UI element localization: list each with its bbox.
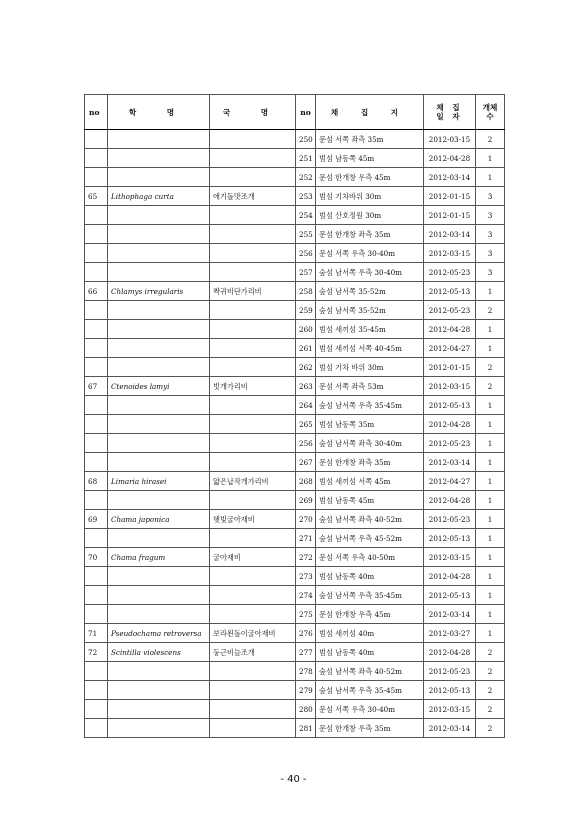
cell-species-no bbox=[85, 149, 108, 168]
cell-scientific-name bbox=[108, 149, 210, 168]
table-row bbox=[85, 225, 505, 244]
page-number: - 40 - bbox=[280, 774, 307, 785]
cell-korean-name bbox=[210, 149, 296, 168]
cell-record-no: 252 bbox=[296, 168, 316, 187]
cell-scientific-name: Chama fragum bbox=[108, 548, 210, 567]
cell-species-no bbox=[85, 339, 108, 358]
table-row bbox=[85, 149, 505, 168]
cell-scientific-name: Pseudochama retroversa bbox=[108, 624, 210, 643]
cell-scientific-name bbox=[108, 415, 210, 434]
cell-collection-site: 숲섬 남서쪽 우측 35-45m bbox=[316, 586, 424, 605]
cell-species-no bbox=[85, 358, 108, 377]
header-korean-name: 국 명 bbox=[210, 95, 296, 130]
cell-scientific-name bbox=[108, 320, 210, 339]
cell-collection-site: 범섬 남동쪽 40m bbox=[316, 567, 424, 586]
cell-record-no: 263 bbox=[296, 377, 316, 396]
cell-species-no bbox=[85, 263, 108, 282]
cell-scientific-name bbox=[108, 700, 210, 719]
cell-specimen-count: 1 bbox=[476, 396, 505, 415]
table-row bbox=[85, 206, 505, 225]
cell-record-no: 280 bbox=[296, 700, 316, 719]
cell-korean-name bbox=[210, 206, 296, 225]
cell-scientific-name bbox=[108, 491, 210, 510]
cell-scientific-name bbox=[108, 567, 210, 586]
cell-species-no bbox=[85, 434, 108, 453]
cell-korean-name bbox=[210, 168, 296, 187]
cell-korean-name bbox=[210, 453, 296, 472]
cell-korean-name bbox=[210, 567, 296, 586]
cell-specimen-count: 3 bbox=[476, 187, 505, 206]
table-row bbox=[85, 453, 505, 472]
table-row bbox=[85, 472, 505, 491]
cell-specimen-count: 2 bbox=[476, 643, 505, 662]
table-row bbox=[85, 491, 505, 510]
cell-species-no: 70 bbox=[85, 548, 108, 567]
table-row bbox=[85, 396, 505, 415]
cell-species-no bbox=[85, 396, 108, 415]
table-row bbox=[85, 510, 505, 529]
cell-specimen-count: 3 bbox=[476, 244, 505, 263]
table-row bbox=[85, 168, 505, 187]
cell-specimen-count: 2 bbox=[476, 130, 505, 149]
cell-collection-site: 문섬 서쪽 좌측 35m bbox=[316, 130, 424, 149]
header-specimen-count: 개체 수 bbox=[476, 95, 505, 130]
cell-species-no bbox=[85, 586, 108, 605]
cell-korean-name: 애기돌맛조개 bbox=[210, 187, 296, 206]
cell-species-no bbox=[85, 453, 108, 472]
table-row bbox=[85, 548, 505, 567]
header-collection-date: 채 집 일 자 bbox=[424, 95, 476, 130]
table-row bbox=[85, 624, 505, 643]
cell-record-no: 278 bbox=[296, 662, 316, 681]
cell-collection-site: 범섬 새끼섬 서쪽 45m bbox=[316, 472, 424, 491]
table-row bbox=[85, 567, 505, 586]
cell-record-no: 274 bbox=[296, 586, 316, 605]
cell-species-no: 69 bbox=[85, 510, 108, 529]
cell-korean-name: 둥근비늘조개 bbox=[210, 643, 296, 662]
table-row bbox=[85, 719, 505, 738]
table-row bbox=[85, 605, 505, 624]
cell-collection-site: 범섬 새끼섬 서쪽 40-45m bbox=[316, 339, 424, 358]
cell-collection-date: 2012-03-15 bbox=[424, 377, 476, 396]
cell-collection-site: 문섬 서쪽 우측 30-40m bbox=[316, 244, 424, 263]
cell-scientific-name bbox=[108, 681, 210, 700]
cell-scientific-name bbox=[108, 225, 210, 244]
cell-collection-site: 숲섬 남서쪽 우측 45-52m bbox=[316, 529, 424, 548]
cell-species-no bbox=[85, 719, 108, 738]
cell-collection-site: 문섬 서쪽 좌측 53m bbox=[316, 377, 424, 396]
table-row bbox=[85, 662, 505, 681]
cell-korean-name bbox=[210, 358, 296, 377]
cell-korean-name: 굴아재비 bbox=[210, 548, 296, 567]
cell-record-no: 265 bbox=[296, 415, 316, 434]
cell-specimen-count: 1 bbox=[476, 415, 505, 434]
cell-collection-date: 2012-03-14 bbox=[424, 453, 476, 472]
cell-specimen-count: 3 bbox=[476, 263, 505, 282]
table-row bbox=[85, 339, 505, 358]
cell-collection-date: 2012-05-13 bbox=[424, 586, 476, 605]
cell-specimen-count: 1 bbox=[476, 567, 505, 586]
cell-collection-date: 2012-05-23 bbox=[424, 662, 476, 681]
cell-collection-date: 2012-05-13 bbox=[424, 396, 476, 415]
cell-korean-name bbox=[210, 529, 296, 548]
cell-species-no bbox=[85, 320, 108, 339]
cell-species-no bbox=[85, 130, 108, 149]
table-row bbox=[85, 301, 505, 320]
cell-korean-name bbox=[210, 320, 296, 339]
cell-collection-site: 문섬 한개창 우측 35m bbox=[316, 719, 424, 738]
header-row bbox=[85, 95, 505, 130]
cell-collection-date: 2012-03-14 bbox=[424, 719, 476, 738]
table-row bbox=[85, 700, 505, 719]
cell-scientific-name bbox=[108, 434, 210, 453]
cell-record-no: 273 bbox=[296, 567, 316, 586]
table-header bbox=[85, 95, 505, 130]
cell-collection-site: 범섬 남동쪽 40m bbox=[316, 643, 424, 662]
cell-scientific-name: Lithophaga curta bbox=[108, 187, 210, 206]
cell-specimen-count: 3 bbox=[476, 225, 505, 244]
cell-collection-date: 2012-04-28 bbox=[424, 415, 476, 434]
cell-collection-date: 2012-03-15 bbox=[424, 130, 476, 149]
cell-specimen-count: 2 bbox=[476, 358, 505, 377]
header-no: no bbox=[85, 95, 108, 130]
cell-collection-date: 2012-05-23 bbox=[424, 263, 476, 282]
cell-species-no bbox=[85, 206, 108, 225]
cell-collection-date: 2012-03-15 bbox=[424, 548, 476, 567]
cell-specimen-count: 1 bbox=[476, 149, 505, 168]
cell-record-no: 264 bbox=[296, 396, 316, 415]
table-row bbox=[85, 681, 505, 700]
cell-specimen-count: 1 bbox=[476, 472, 505, 491]
cell-scientific-name bbox=[108, 263, 210, 282]
cell-collection-site: 문섬 서쪽 우측 40-50m bbox=[316, 548, 424, 567]
cell-specimen-count: 1 bbox=[476, 453, 505, 472]
cell-collection-site: 범섬 기차바위 30m bbox=[316, 187, 424, 206]
cell-collection-site: 범섬 남동쪽 35m bbox=[316, 415, 424, 434]
cell-collection-site: 범섬 남동쪽 45m bbox=[316, 149, 424, 168]
table-row bbox=[85, 282, 505, 301]
cell-species-no bbox=[85, 700, 108, 719]
cell-scientific-name bbox=[108, 529, 210, 548]
cell-scientific-name bbox=[108, 130, 210, 149]
header-collection-site: 채 집 지 bbox=[316, 95, 424, 130]
cell-korean-name bbox=[210, 130, 296, 149]
cell-specimen-count: 1 bbox=[476, 491, 505, 510]
cell-korean-name bbox=[210, 263, 296, 282]
cell-korean-name: 빗개가리비 bbox=[210, 377, 296, 396]
cell-korean-name bbox=[210, 301, 296, 320]
cell-species-no: 72 bbox=[85, 643, 108, 662]
cell-korean-name: 얇은납작개가리비 bbox=[210, 472, 296, 491]
cell-korean-name bbox=[210, 244, 296, 263]
cell-record-no: 267 bbox=[296, 453, 316, 472]
cell-korean-name bbox=[210, 434, 296, 453]
cell-collection-site: 숲섬 남서쪽 좌측 30-40m bbox=[316, 434, 424, 453]
cell-specimen-count: 1 bbox=[476, 339, 505, 358]
cell-collection-site: 문섬 한개창 우측 45m bbox=[316, 168, 424, 187]
cell-record-no: 279 bbox=[296, 681, 316, 700]
cell-scientific-name: Ctenoides lamyi bbox=[108, 377, 210, 396]
table-body bbox=[85, 130, 505, 738]
cell-specimen-count: 1 bbox=[476, 168, 505, 187]
cell-collection-site: 범섬 기차 바위 30m bbox=[316, 358, 424, 377]
cell-species-no: 65 bbox=[85, 187, 108, 206]
cell-species-no: 67 bbox=[85, 377, 108, 396]
cell-collection-site: 범섬 산호정원 30m bbox=[316, 206, 424, 225]
cell-specimen-count: 1 bbox=[476, 320, 505, 339]
cell-scientific-name: Scintilla violescens bbox=[108, 643, 210, 662]
cell-species-no: 68 bbox=[85, 472, 108, 491]
table-row bbox=[85, 586, 505, 605]
table-row bbox=[85, 643, 505, 662]
cell-record-no: 277 bbox=[296, 643, 316, 662]
specimen-table bbox=[84, 94, 505, 738]
cell-scientific-name bbox=[108, 339, 210, 358]
cell-collection-date: 2012-05-23 bbox=[424, 434, 476, 453]
cell-collection-date: 2012-01-15 bbox=[424, 358, 476, 377]
cell-collection-date: 2012-04-28 bbox=[424, 149, 476, 168]
cell-korean-name bbox=[210, 719, 296, 738]
cell-species-no bbox=[85, 529, 108, 548]
cell-specimen-count: 2 bbox=[476, 681, 505, 700]
table-row bbox=[85, 529, 505, 548]
cell-korean-name bbox=[210, 225, 296, 244]
cell-korean-name bbox=[210, 681, 296, 700]
cell-collection-date: 2012-04-28 bbox=[424, 320, 476, 339]
cell-scientific-name: Limaria hirasei bbox=[108, 472, 210, 491]
cell-record-no: 271 bbox=[296, 529, 316, 548]
cell-korean-name bbox=[210, 662, 296, 681]
cell-record-no: 260 bbox=[296, 320, 316, 339]
table-row bbox=[85, 377, 505, 396]
cell-collection-site: 범섬 새끼섬 35-45m bbox=[316, 320, 424, 339]
cell-collection-date: 2012-04-28 bbox=[424, 567, 476, 586]
table-row bbox=[85, 244, 505, 263]
cell-specimen-count: 1 bbox=[476, 586, 505, 605]
table-row bbox=[85, 358, 505, 377]
cell-record-no: 255 bbox=[296, 225, 316, 244]
cell-scientific-name bbox=[108, 244, 210, 263]
cell-scientific-name bbox=[108, 605, 210, 624]
cell-specimen-count: 1 bbox=[476, 510, 505, 529]
cell-scientific-name bbox=[108, 301, 210, 320]
cell-record-no: 281 bbox=[296, 719, 316, 738]
cell-species-no bbox=[85, 491, 108, 510]
cell-collection-date: 2012-04-27 bbox=[424, 339, 476, 358]
cell-specimen-count: 2 bbox=[476, 719, 505, 738]
cell-species-no bbox=[85, 567, 108, 586]
cell-record-no: 261 bbox=[296, 339, 316, 358]
cell-collection-date: 2012-01-15 bbox=[424, 206, 476, 225]
cell-korean-name bbox=[210, 491, 296, 510]
cell-record-no: 276 bbox=[296, 624, 316, 643]
cell-record-no: 257 bbox=[296, 263, 316, 282]
cell-collection-date: 2012-01-15 bbox=[424, 187, 476, 206]
cell-species-no: 66 bbox=[85, 282, 108, 301]
cell-species-no bbox=[85, 662, 108, 681]
cell-scientific-name bbox=[108, 586, 210, 605]
cell-record-no: 275 bbox=[296, 605, 316, 624]
cell-specimen-count: 2 bbox=[476, 700, 505, 719]
cell-collection-date: 2012-04-28 bbox=[424, 643, 476, 662]
cell-record-no: 254 bbox=[296, 206, 316, 225]
cell-record-no: 250 bbox=[296, 130, 316, 149]
cell-collection-date: 2012-03-15 bbox=[424, 244, 476, 263]
cell-record-no: 270 bbox=[296, 510, 316, 529]
cell-record-no: 269 bbox=[296, 491, 316, 510]
cell-specimen-count: 1 bbox=[476, 282, 505, 301]
cell-specimen-count: 3 bbox=[476, 206, 505, 225]
cell-collection-site: 문섬 한개창 좌측 35m bbox=[316, 453, 424, 472]
cell-collection-date: 2012-03-14 bbox=[424, 168, 476, 187]
cell-record-no: 256 bbox=[296, 244, 316, 263]
cell-species-no bbox=[85, 301, 108, 320]
cell-korean-name bbox=[210, 605, 296, 624]
cell-korean-name bbox=[210, 700, 296, 719]
cell-collection-date: 2012-05-13 bbox=[424, 529, 476, 548]
cell-korean-name: 보라왼돌이굴아재비 bbox=[210, 624, 296, 643]
cell-collection-date: 2012-03-14 bbox=[424, 225, 476, 244]
cell-korean-name bbox=[210, 586, 296, 605]
cell-species-no bbox=[85, 168, 108, 187]
cell-scientific-name bbox=[108, 168, 210, 187]
cell-scientific-name bbox=[108, 453, 210, 472]
cell-korean-name bbox=[210, 396, 296, 415]
cell-collection-site: 숲섬 남서쪽 35-52m bbox=[316, 301, 424, 320]
cell-collection-site: 숲섬 남서쪽 좌측 40-52m bbox=[316, 662, 424, 681]
cell-record-no: 258 bbox=[296, 282, 316, 301]
cell-collection-site: 범섬 새끼섬 40m bbox=[316, 624, 424, 643]
table-row bbox=[85, 434, 505, 453]
cell-scientific-name: Chlamys irregularis bbox=[108, 282, 210, 301]
cell-scientific-name: Chama japonica bbox=[108, 510, 210, 529]
table-row bbox=[85, 130, 505, 149]
cell-record-no: 256 bbox=[296, 434, 316, 453]
cell-collection-site: 범섬 남동쪽 45m bbox=[316, 491, 424, 510]
cell-korean-name: 햇빛굴아재비 bbox=[210, 510, 296, 529]
cell-collection-date: 2012-05-23 bbox=[424, 510, 476, 529]
cell-scientific-name bbox=[108, 396, 210, 415]
cell-species-no: 71 bbox=[85, 624, 108, 643]
cell-collection-date: 2012-03-15 bbox=[424, 700, 476, 719]
cell-specimen-count: 1 bbox=[476, 529, 505, 548]
cell-record-no: 259 bbox=[296, 301, 316, 320]
table-row bbox=[85, 415, 505, 434]
cell-korean-name: 짝귀비단가리비 bbox=[210, 282, 296, 301]
cell-collection-date: 2012-05-13 bbox=[424, 681, 476, 700]
cell-collection-date: 2012-04-28 bbox=[424, 491, 476, 510]
cell-species-no bbox=[85, 681, 108, 700]
cell-specimen-count: 1 bbox=[476, 605, 505, 624]
table-row bbox=[85, 263, 505, 282]
cell-collection-date: 2012-05-23 bbox=[424, 301, 476, 320]
cell-collection-site: 숲섬 남서쪽 좌측 40-52m bbox=[316, 510, 424, 529]
cell-collection-date: 2012-03-14 bbox=[424, 605, 476, 624]
cell-record-no: 251 bbox=[296, 149, 316, 168]
cell-collection-date: 2012-04-27 bbox=[424, 472, 476, 491]
cell-record-no: 253 bbox=[296, 187, 316, 206]
cell-specimen-count: 2 bbox=[476, 662, 505, 681]
cell-species-no bbox=[85, 415, 108, 434]
cell-record-no: 268 bbox=[296, 472, 316, 491]
cell-collection-site: 숲섬 남서쪽 우측 35-45m bbox=[316, 396, 424, 415]
cell-korean-name bbox=[210, 339, 296, 358]
cell-record-no: 272 bbox=[296, 548, 316, 567]
cell-collection-site: 숲섬 남서쪽 우측 35-45m bbox=[316, 681, 424, 700]
cell-collection-site: 문섬 한개창 우측 45m bbox=[316, 605, 424, 624]
cell-collection-date: 2012-05-13 bbox=[424, 282, 476, 301]
cell-species-no bbox=[85, 244, 108, 263]
cell-specimen-count: 2 bbox=[476, 301, 505, 320]
cell-collection-date: 2012-03-27 bbox=[424, 624, 476, 643]
cell-collection-site: 문섬 한개창 좌측 35m bbox=[316, 225, 424, 244]
cell-specimen-count: 2 bbox=[476, 377, 505, 396]
table-row bbox=[85, 187, 505, 206]
cell-scientific-name bbox=[108, 206, 210, 225]
cell-specimen-count: 1 bbox=[476, 434, 505, 453]
cell-species-no bbox=[85, 605, 108, 624]
cell-species-no bbox=[85, 225, 108, 244]
cell-collection-site: 숲섬 남서쪽 35-52m bbox=[316, 282, 424, 301]
cell-scientific-name bbox=[108, 719, 210, 738]
cell-scientific-name bbox=[108, 358, 210, 377]
cell-record-no: 262 bbox=[296, 358, 316, 377]
table-row bbox=[85, 320, 505, 339]
header-record-no: no bbox=[296, 95, 316, 130]
cell-collection-site: 숲섬 남서쪽 우측 30-40m bbox=[316, 263, 424, 282]
cell-specimen-count: 1 bbox=[476, 548, 505, 567]
cell-scientific-name bbox=[108, 662, 210, 681]
header-scientific-name: 학 명 bbox=[108, 95, 210, 130]
cell-korean-name bbox=[210, 415, 296, 434]
cell-collection-site: 문섬 서쪽 우측 30-40m bbox=[316, 700, 424, 719]
cell-specimen-count: 1 bbox=[476, 624, 505, 643]
